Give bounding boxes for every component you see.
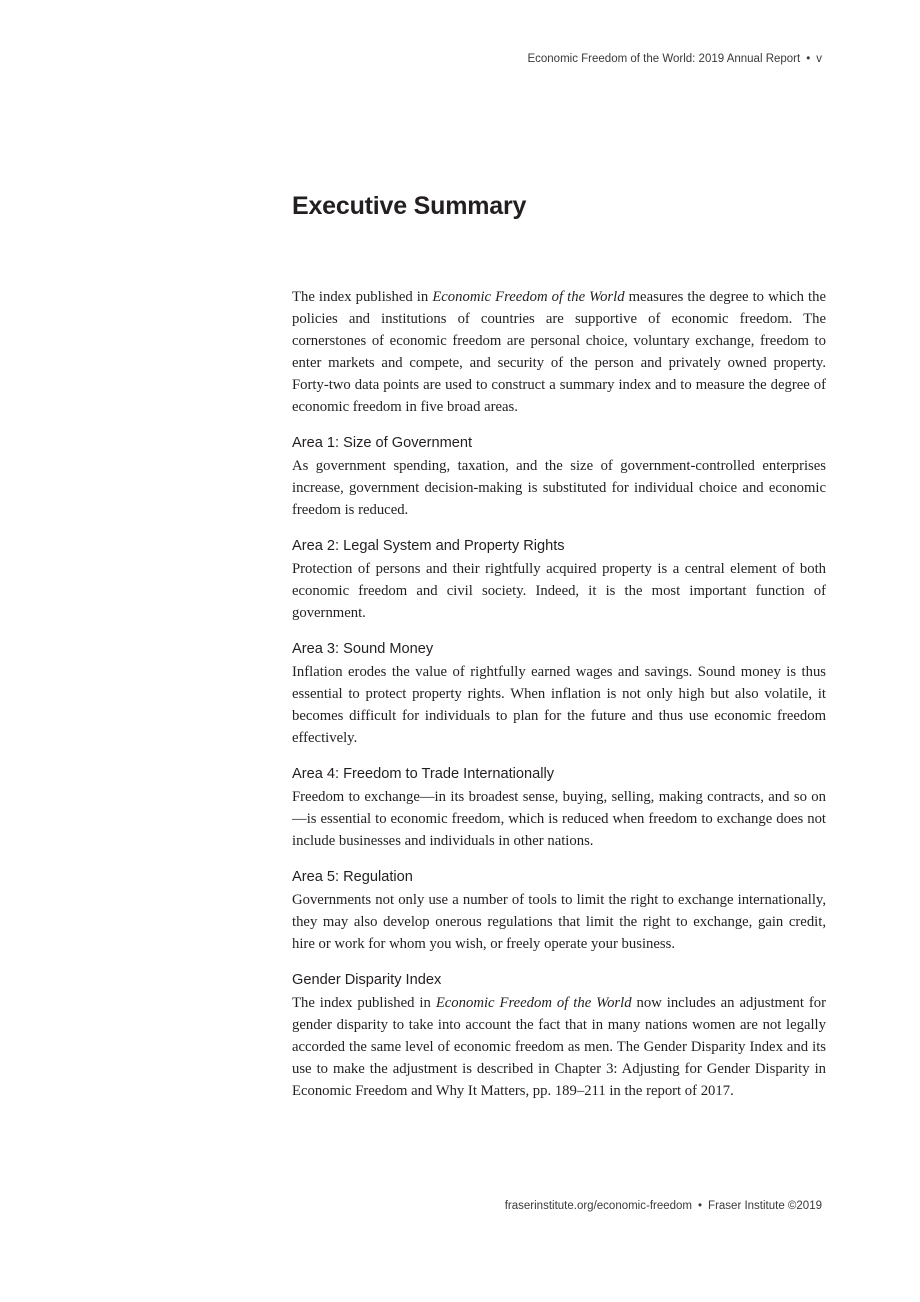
header-separator: • — [806, 53, 811, 65]
footer-copyright: Fraser Institute ©2019 — [708, 1200, 822, 1212]
section-body: Freedom to exchange—in its broadest sense, buying, selling, making contracts, and so on—is essential to economic freedom, which is reduced when freedom to exchange does not include businesses and individuals in other nations. — [292, 789, 826, 849]
publication-title: Economic Freedom of the World: 2019 Annual Report — [527, 53, 801, 65]
footer-separator: • — [698, 1200, 703, 1212]
gender-text-end: now includes an adjustment for gender disparity to take into account the fact that in many nations women are not legally accorded the same level of economic freedom as men. The Gender Disparity Index and its use to make the adjustment is described in Chapter 3: Adjusting for Gender Disparity in Economic Freedom and Why It Matters, pp. 189–211 in the report of 2017. — [292, 995, 826, 1099]
section-body: Governments not only use a number of tools to limit the right to exchange internationally, they may also develop onerous regulations that limit the right to exchange, gain credit, hire or work for whom you wish, or freely operate your business. — [292, 892, 826, 952]
running-header — [527, 53, 822, 65]
section-area-1 — [292, 433, 826, 521]
section-gender-disparity — [292, 970, 826, 1102]
running-footer — [505, 1200, 822, 1212]
gender-report-title: Economic Freedom of the World — [435, 995, 632, 1011]
section-heading: Gender Disparity Index — [292, 972, 442, 988]
section-heading: Area 3: Sound Money — [292, 641, 434, 657]
section-heading: Area 5: Regulation — [292, 869, 413, 885]
intro-text-end: measures the degree to which the policies and institutions of countries are supportive of economic freedom. The cornerstones of economic freedom are personal choice, voluntary exchange, freedom to enter markets and compete, and security of the person and privately owned property. Forty-two data points are used to construct a summary index and to measure the degree of economic freedom in five broad areas. — [292, 289, 826, 415]
section-area-4 — [292, 764, 826, 852]
section-body: Inflation erodes the value of rightfully earned wages and savings. Sound money is thus essential to protect property rights. When inflation is not only high but also volatile, it becomes difficult for individuals to plan for the future and thus use economic freedom effectively. — [292, 664, 826, 746]
page-title: Executive Summary — [292, 192, 527, 220]
section-body: As government spending, taxation, and the size of government-controlled enterprises increase, government decision-making is substituted for individual choice and economic freedom is reduced. — [292, 458, 826, 518]
section-body — [292, 992, 826, 1102]
intro-paragraph — [292, 286, 826, 418]
section-heading: Area 2: Legal System and Property Rights — [292, 538, 565, 554]
intro-report-title: Economic Freedom of the World — [432, 289, 625, 305]
section-heading: Area 1: Size of Government — [292, 435, 473, 451]
page-number: v — [816, 53, 822, 65]
section-area-3 — [292, 639, 826, 749]
section-area-5 — [292, 867, 826, 955]
section-body: Protection of persons and their rightfully acquired property is a central element of both economic freedom and civil society. Indeed, it is the most important function of government. — [292, 561, 826, 621]
section-area-2 — [292, 536, 826, 624]
body-column — [292, 286, 826, 1102]
intro-text-start: The index published in — [292, 289, 433, 305]
section-heading: Area 4: Freedom to Trade Internationally — [292, 766, 555, 782]
gender-text-start: The index published in — [292, 995, 436, 1011]
footer-url: fraserinstitute.org/economic-freedom — [504, 1200, 693, 1212]
